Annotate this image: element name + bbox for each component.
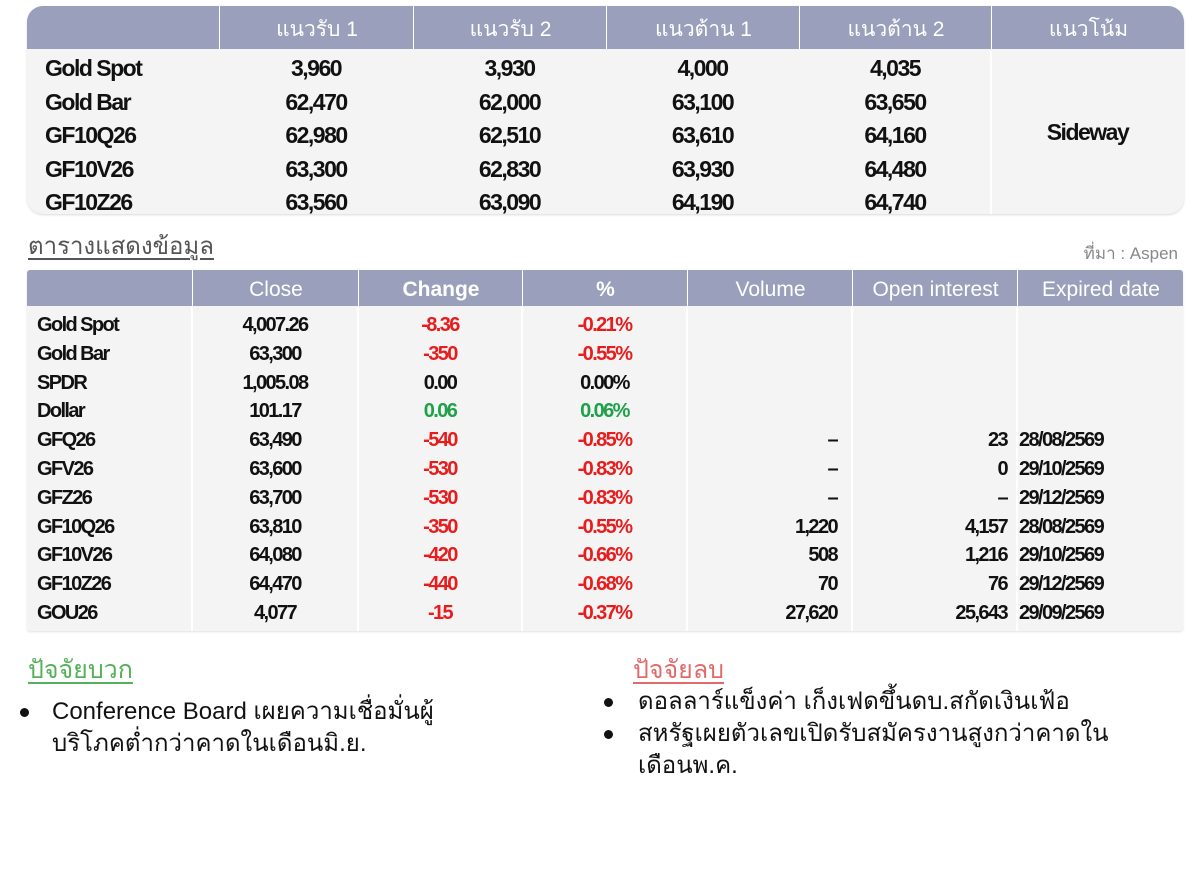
dt-cell-change: -530 <box>423 458 457 480</box>
dt-cell-volume: 1,220 <box>794 515 837 538</box>
sr-cell-r1: 64,190 <box>671 189 734 214</box>
dt-cell-name: GF10Z26 <box>37 573 111 596</box>
dt-cell-volume: – <box>827 429 837 452</box>
dt-cell-expiry: 29/10/2569 <box>1019 458 1104 480</box>
sr-cell-s2: 63,090 <box>478 189 541 214</box>
dt-cell-volume <box>687 339 837 368</box>
sr-cell-s2: 3,930 <box>484 55 535 81</box>
dt-header-volume: Volume <box>687 270 853 306</box>
dt-cell-name: GOU26 <box>37 602 97 624</box>
dt-cell-pct: -0.68% <box>577 573 632 596</box>
negative-factors-list <box>598 686 1158 782</box>
dt-cell-pct: -0.55% <box>577 342 632 365</box>
dt-cell-oi: 25,643 <box>955 602 1007 624</box>
dt-cell-close: 64,080 <box>249 544 301 567</box>
dt-cell-expiry <box>1019 396 1179 425</box>
sr-header-resistance-1: แนวต้าน 1 <box>606 6 800 49</box>
trend-value: Sideway <box>1046 119 1129 145</box>
dt-cell-change: -350 <box>423 515 457 538</box>
sr-cell-r1: 4,000 <box>677 55 728 81</box>
dt-cell-oi <box>852 368 1007 397</box>
sr-cell-s2: 62,000 <box>478 89 541 115</box>
dt-cell-oi: – <box>997 486 1007 509</box>
dt-table-row <box>27 512 1183 541</box>
dt-cell-close: 63,300 <box>249 342 301 365</box>
negative-factor-item <box>598 686 1158 718</box>
sr-cell-s1: 63,300 <box>285 156 347 182</box>
dt-cell-close: 63,600 <box>249 458 301 480</box>
sr-cell-r2: 4,035 <box>869 55 921 81</box>
dt-cell-oi <box>852 396 1007 425</box>
dt-cell-pct: -0.55% <box>577 515 632 538</box>
sr-cell-s1: 63,560 <box>285 189 347 214</box>
dt-cell-oi: 1,216 <box>964 544 1007 567</box>
sr-cell-name: GF10Z26 <box>45 189 132 214</box>
dt-cell-volume <box>687 396 837 425</box>
dt-cell-name: GF10Q26 <box>37 515 114 538</box>
dt-cell-expiry: 28/08/2569 <box>1019 515 1104 538</box>
sr-cell-r1: 63,610 <box>671 122 734 148</box>
dt-cell-expiry <box>1019 368 1179 397</box>
dt-table-row <box>27 310 1183 339</box>
dt-cell-name: Dollar <box>37 400 85 423</box>
dt-cell-change: -540 <box>423 429 457 452</box>
sr-cell-r2: 64,160 <box>864 122 926 148</box>
sr-cell-name: GF10V26 <box>45 156 133 182</box>
sr-cell-r2: 64,480 <box>864 156 926 182</box>
dt-cell-name: Gold Spot <box>37 314 119 336</box>
table-caption: ตารางแสดงข้อมูล <box>28 233 214 260</box>
dt-cell-close: 63,700 <box>249 486 301 509</box>
dt-cell-change: -15 <box>427 602 453 624</box>
sr-cell-name: Gold Bar <box>45 89 131 115</box>
dt-cell-volume <box>687 368 837 397</box>
sr-header-support-1: แนวรับ 1 <box>219 6 414 49</box>
sr-cell-r2: 63,650 <box>864 89 926 115</box>
dt-table-row <box>27 598 1183 627</box>
dt-cell-close: 63,490 <box>249 429 301 452</box>
dt-cell-pct: 0.00% <box>580 371 629 394</box>
positive-factors-title: ปัจจัยบวก <box>28 656 133 684</box>
dt-cell-change: -530 <box>423 486 457 509</box>
dt-cell-change: -350 <box>423 342 457 365</box>
dt-cell-oi: 23 <box>987 429 1007 452</box>
dt-cell-pct: -0.37% <box>577 602 632 624</box>
dt-cell-name: SPDR <box>37 371 87 394</box>
dt-cell-pct: -0.83% <box>577 486 632 509</box>
dt-cell-change: -8.36 <box>421 314 459 336</box>
dt-table-row <box>27 368 1183 397</box>
dt-cell-oi <box>852 339 1007 368</box>
dt-cell-oi <box>852 310 1007 339</box>
dt-header-percent: % <box>522 270 688 306</box>
dt-cell-expiry: 29/12/2569 <box>1019 486 1104 509</box>
dt-cell-pct: 0.06% <box>580 400 629 423</box>
dt-table-row <box>27 396 1183 425</box>
dt-cell-close: 4,007.26 <box>242 314 308 336</box>
positive-factor-item <box>14 696 504 760</box>
sr-cell-s2: 62,830 <box>478 156 541 182</box>
sr-table-header <box>27 6 1184 49</box>
sr-header-support-2: แนวรับ 2 <box>413 6 607 49</box>
bullet-icon <box>604 730 613 739</box>
dt-cell-name: GFV26 <box>37 458 93 480</box>
bullet-icon <box>20 708 29 717</box>
dt-header-expired-date: Expired date <box>1017 270 1183 306</box>
positive-factor-text: Conference Board เผยความเชื่อมั่นผู้บริโภคต่ำกว่าคาดในเดือนมิ.ย. <box>52 698 434 757</box>
dt-cell-close: 4,077 <box>253 602 297 624</box>
dt-cell-pct: -0.21% <box>577 314 632 336</box>
dt-cell-expiry: 28/08/2569 <box>1019 429 1104 452</box>
dt-cell-volume: 70 <box>817 573 837 596</box>
dt-cell-oi: 76 <box>987 573 1007 596</box>
negative-factor-text: ดอลลาร์แข็งค่า เก็งเฟดขึ้นดบ.สกัดเงินเฟ้อ <box>638 688 1070 715</box>
dt-cell-volume: 27,620 <box>785 602 837 624</box>
dt-cell-expiry: 29/10/2569 <box>1019 544 1104 567</box>
sr-header-resistance-2: แนวต้าน 2 <box>799 6 992 49</box>
dt-cell-expiry <box>1019 339 1179 368</box>
sr-cell-r1: 63,930 <box>671 156 734 182</box>
dt-cell-close: 63,810 <box>249 515 301 538</box>
dt-cell-change: -440 <box>423 573 457 596</box>
market-data-table <box>27 270 1183 631</box>
dt-header-change: Change <box>358 270 523 306</box>
sr-cell-name: GF10Q26 <box>45 122 136 148</box>
dt-cell-volume <box>687 310 837 339</box>
dt-table-row <box>27 425 1183 454</box>
dt-table-row <box>27 454 1183 483</box>
dt-cell-pct: -0.85% <box>577 429 632 452</box>
dt-cell-volume: – <box>827 486 837 509</box>
negative-factors-title: ปัจจัยลบ <box>633 656 725 684</box>
sr-cell-r2: 64,740 <box>864 189 926 214</box>
dt-cell-name: GFZ26 <box>37 486 92 509</box>
dt-cell-expiry: 29/09/2569 <box>1019 602 1104 624</box>
positive-factors-list <box>14 696 504 760</box>
sr-cell-s1: 62,980 <box>285 122 347 148</box>
dt-cell-oi: 0 <box>997 458 1007 480</box>
sr-cell-r1: 63,100 <box>671 89 734 115</box>
dt-table-row <box>27 339 1183 368</box>
dt-table-row <box>27 540 1183 569</box>
dt-header-blank <box>27 270 192 306</box>
dt-cell-name: Gold Bar <box>37 342 109 365</box>
dt-cell-volume: 508 <box>808 544 837 567</box>
sr-cell-s1: 3,960 <box>290 55 342 81</box>
dt-cell-volume: – <box>827 458 837 480</box>
negative-factor-item <box>598 718 1158 782</box>
dt-table-header <box>27 270 1183 306</box>
support-resistance-table <box>27 6 1184 214</box>
dt-header-open-interest: Open interest <box>852 270 1018 306</box>
sr-header-blank <box>27 6 219 49</box>
dt-cell-oi: 4,157 <box>964 515 1007 538</box>
dt-table-row <box>27 569 1183 598</box>
dt-cell-change: 0.00 <box>423 371 457 394</box>
dt-cell-expiry <box>1019 310 1179 339</box>
sr-cell-name: Gold Spot <box>45 55 142 81</box>
negative-factor-text: สหรัฐเผยตัวเลขเปิดรับสมัครงานสูงกว่าคาดในเดือนพ.ค. <box>638 720 1109 779</box>
dt-cell-change: -420 <box>423 544 457 567</box>
sr-cell-s2: 62,510 <box>478 122 541 148</box>
dt-cell-pct: -0.66% <box>577 544 632 567</box>
bullet-icon <box>604 698 613 707</box>
sr-cell-s1: 62,470 <box>285 89 347 115</box>
dt-cell-name: GF10V26 <box>37 544 112 567</box>
dt-cell-close: 101.17 <box>249 400 301 423</box>
dt-table-row <box>27 483 1183 512</box>
dt-cell-close: 64,470 <box>249 573 301 596</box>
dt-cell-expiry: 29/12/2569 <box>1019 573 1104 596</box>
source-note: ที่มา : Aspen <box>1083 244 1178 263</box>
dt-cell-close: 1,005.08 <box>242 371 308 394</box>
dt-header-close: Close <box>192 270 359 306</box>
dt-cell-pct: -0.83% <box>577 458 632 480</box>
dt-cell-change: 0.06 <box>423 400 457 423</box>
dt-cell-name: GFQ26 <box>37 429 95 452</box>
sr-header-trend: แนวโน้ม <box>991 6 1184 49</box>
